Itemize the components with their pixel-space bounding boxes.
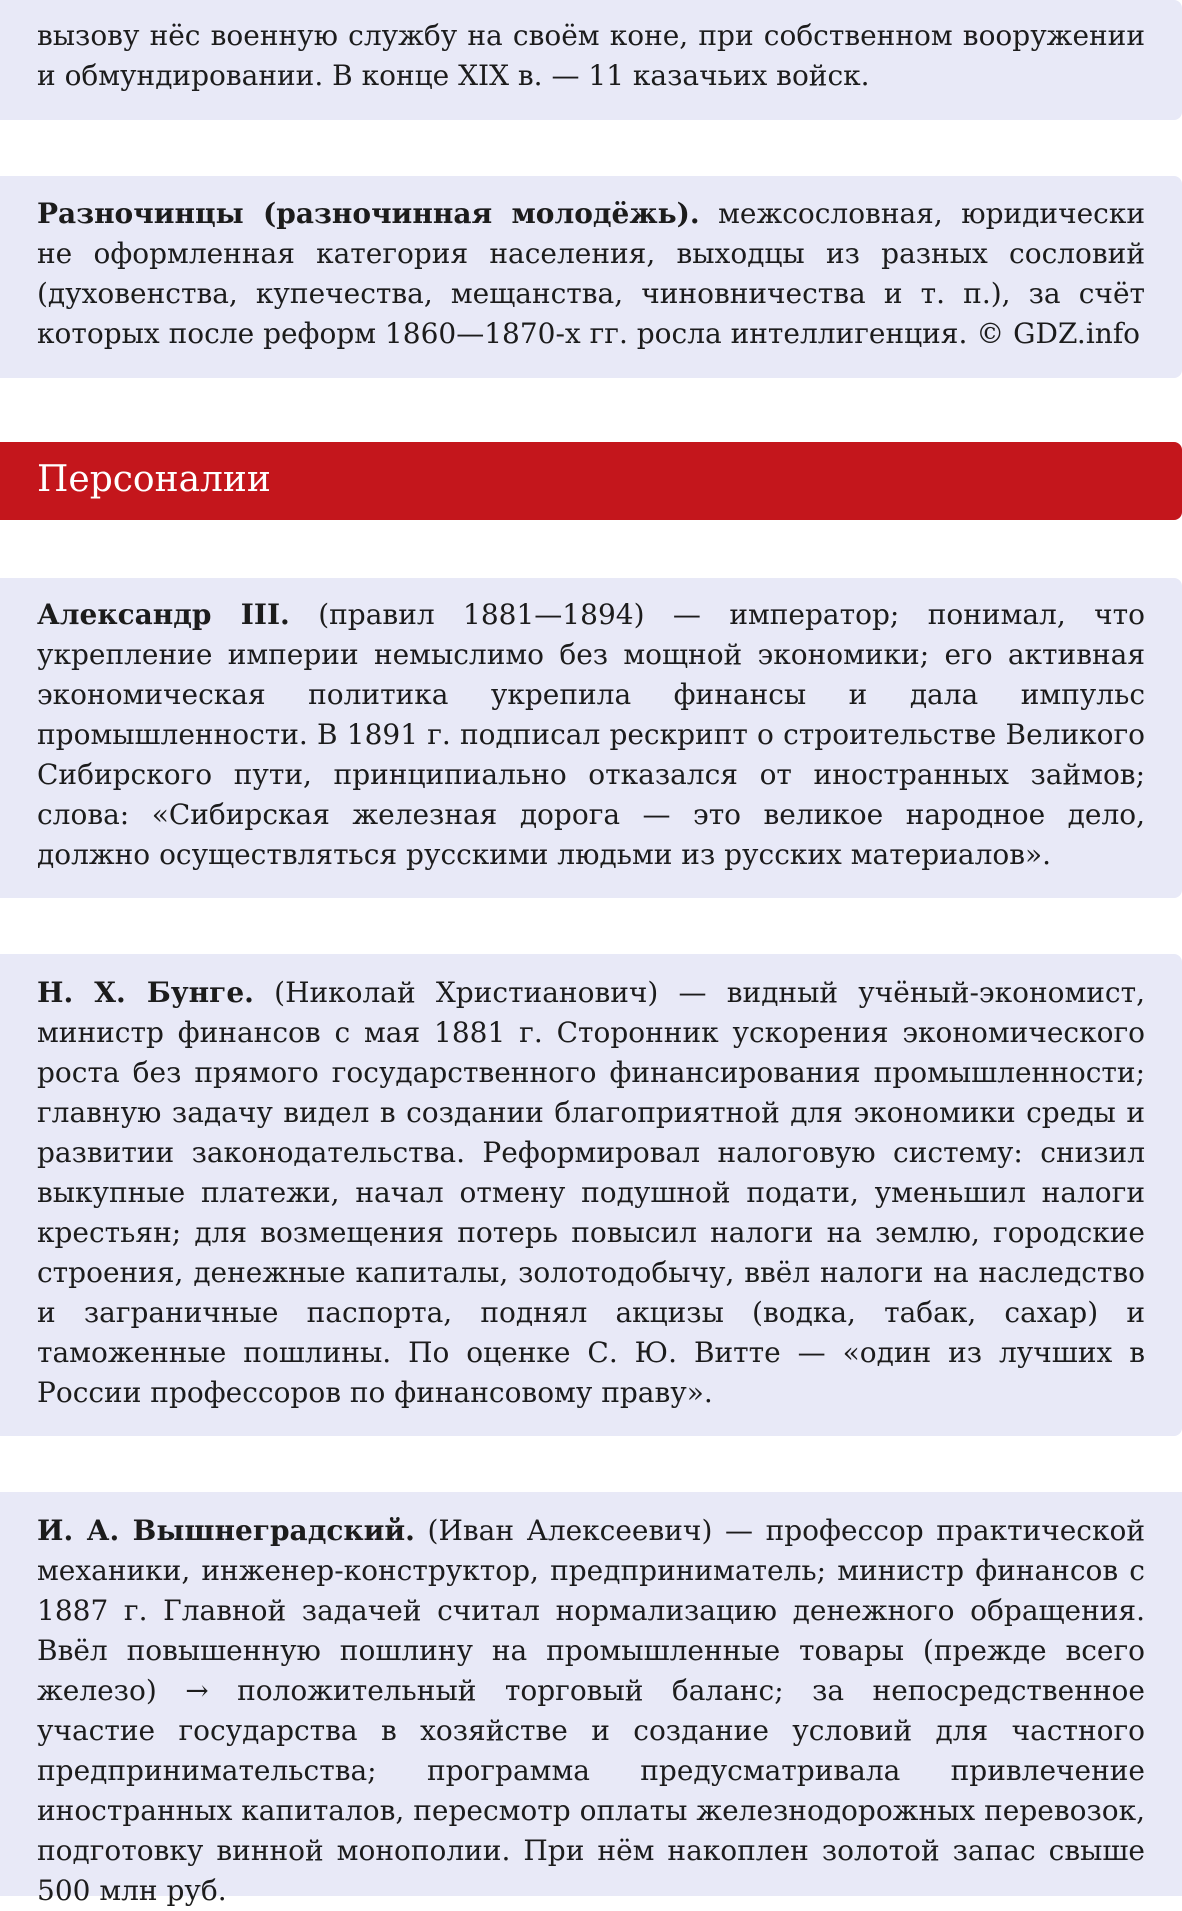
- section-title: Персоналии: [37, 459, 271, 500]
- person-description: (правил 1881—1894) — император; понимал, что укрепление империи немыслимо без мощной экономики; его активная экономическая политика укрепила финансы и дала импульс промышленности. В 1891 г. подписал рескрипт о строительстве Великого Сибирского пути, принципиально отказался от иностранных займов; слова: «Сибирская железная дорога — это великое народное дело, должно осуществляться русскими людьми из русских материалов».: [37, 598, 1145, 871]
- person-paragraph: [37, 973, 1145, 1413]
- person-paragraph: [37, 595, 1145, 875]
- person-name: Н. Х. Бунге.: [37, 976, 254, 1009]
- intro-text: вызову нёс военную службу на своём коне, при собственном вооружении и обмундировании. В конце XIX в. — 11 казачьих войск.: [37, 19, 1145, 92]
- term-paragraph: [37, 194, 1145, 354]
- person-paragraph: [37, 1511, 1145, 1911]
- person-name: Александр III.: [37, 598, 290, 631]
- person-description: (Николай Христианович) — видный учёный-экономист, министр финансов с мая 1881 г. Сторонник ускорения экономического роста без прямого государственного финансирования промышленности; главную задачу видел в создании благоприятной для экономики среды и развитии законодательства. Реформировал налоговую систему: снизил выкупные платежи, начал отмену подушной подати, уменьшил налоги крестьян; для возмещения потерь повысил налоги на землю, городские строения, денежные капиталы, золотодобычу, ввёл налоги на наследство и заграничные паспорта, поднял акцизы (водка, табак, сахар) и таможенные пошлины. По оценке С. Ю. Витте — «один из лучших в России профессоров по финансовому праву».: [37, 976, 1145, 1409]
- person-card-alexander-iii: [0, 578, 1182, 898]
- person-card-bunge: [0, 954, 1182, 1436]
- term-definition: межсословная, юридически не оформленная категория населения, выходцы из разных сословий (духовенства, купечества, мещанства, чиновничества и т. п.), за счёт которых после реформ 1860—1870-х гг. росла интеллигенция. © GDZ.info: [37, 197, 1145, 350]
- intro-card: [0, 0, 1182, 120]
- term-card-raznochintsy: [0, 176, 1182, 378]
- section-heading-bar: [0, 442, 1182, 520]
- person-card-vyshnegradsky: [0, 1492, 1182, 1907]
- term-title: Разночинцы (разночинная молодёжь).: [37, 197, 700, 230]
- person-name: И. А. Вышнеградский.: [37, 1514, 415, 1547]
- person-description: (Иван Алексеевич) — профессор практической механики, инженер-конструктор, предприниматель; министр финансов с 1887 г. Главной задачей считал нормализацию денежного обращения. Ввёл повышенную пошлину на промышленные товары (прежде всего железо) → положительный торговый баланс; за непосредственное участие государства в хозяйстве и создание условий для частного предпринимательства; программа предусматривала привлечение иностранных капиталов, пересмотр оплаты железнодорожных перевозок, подготовку винной монополии. При нём накоплен золотой запас свыше 500 млн руб.: [37, 1514, 1146, 1907]
